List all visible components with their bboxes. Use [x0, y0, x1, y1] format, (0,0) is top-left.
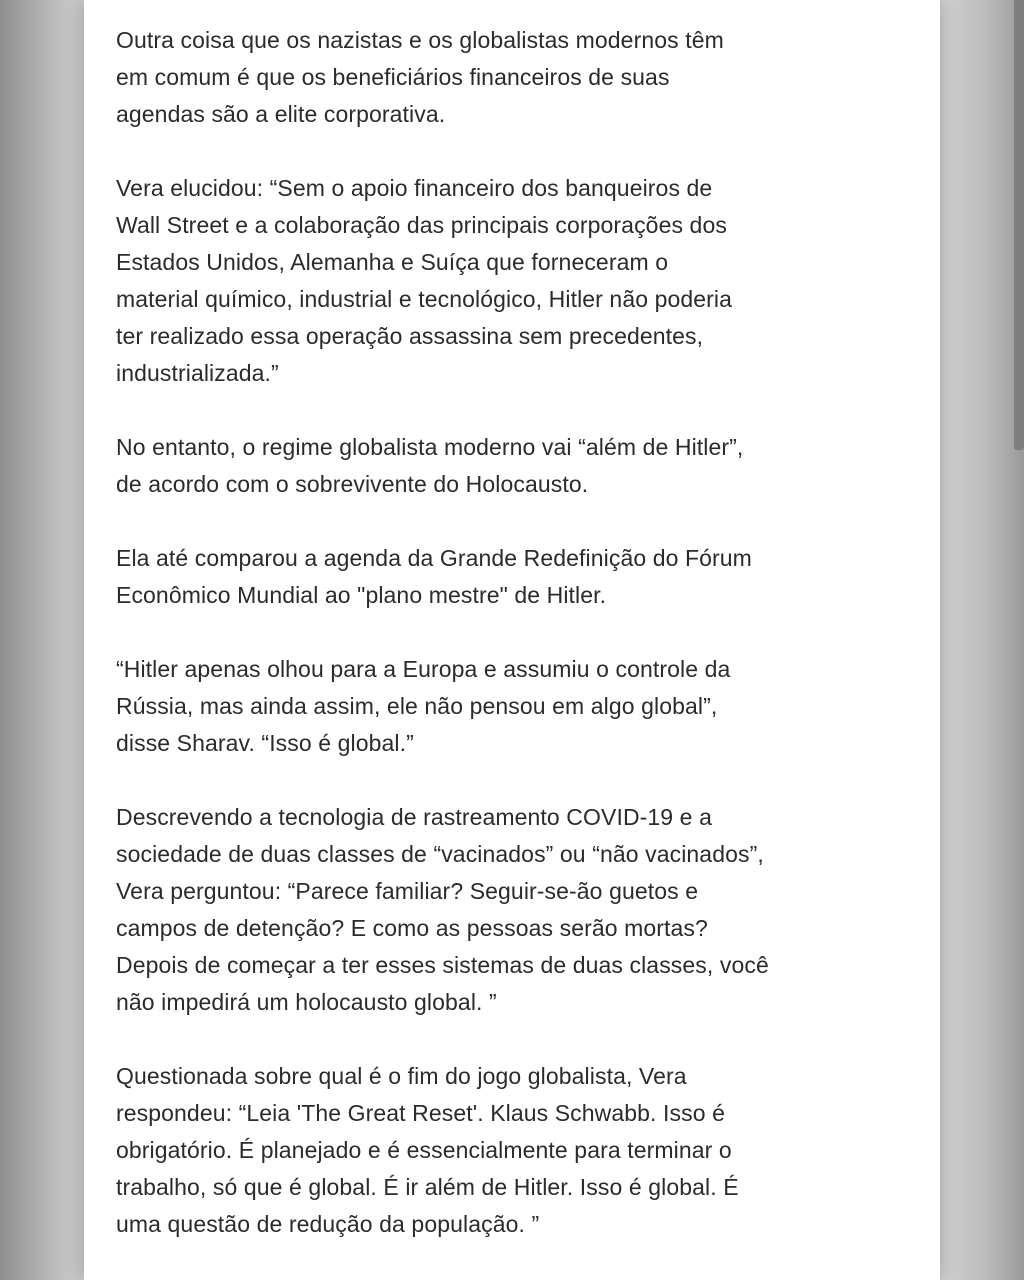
- paragraph-great-reset-comparison: Ela até comparou a agenda da Grande Redefinição do Fórum Econômico Mundial ao "plano mestre" de Hitler.: [116, 545, 752, 608]
- paragraph-vera-quote-wall-street: Vera elucidou: “Sem o apoio financeiro dos banqueiros de Wall Street e a colaboração das principais corporações dos Estados Unidos, Alemanha e Suíça que forneceram o material químico, industrial e tecnológico, Hitler não poderia ter realizado essa operação assassina sem precedentes, industrializada.”: [116, 175, 733, 386]
- article-page: [84, 0, 940, 1280]
- paragraph-covid-tracking: Descrevendo a tecnologia de rastreamento COVID-19 e a sociedade de duas classes de “vacinados” ou “não vacinados”, Vera perguntou: “Parece familiar? Seguir-se-ão guetos e campos de detenção? E como as pessoas serão mortas? Depois de começar a ter esses sistemas de duas classes, você não impedirá um holocausto global. ”: [116, 804, 769, 1015]
- paragraph-endgame: Questionada sobre qual é o fim do jogo globalista, Vera respondeu: “Leia 'The Great Reset'. Klaus Schwabb. Isso é obrigatório. É planejado e é essencialmente para terminar o trabalho, só que é global. É ir além de Hitler. Isso é global. É uma questão de redução da população. ”: [116, 1063, 739, 1237]
- paragraph-sharav-quote-global: “Hitler apenas olhou para a Europa e assumiu o controle da Rússia, mas ainda assim, ele não pensou em algo global”, disse Sharav. “Isso é global.”: [116, 656, 731, 756]
- article-body: [116, 22, 816, 1280]
- paragraph-corporate-elite: Outra coisa que os nazistas e os globalistas modernos têm em comum é que os beneficiários financeiros de suas agendas são a elite corporativa.: [116, 27, 724, 127]
- scrollbar-thumb[interactable]: [1014, 0, 1024, 450]
- paragraph-beyond-hitler: No entanto, o regime globalista moderno vai “além de Hitler”, de acordo com o sobrevivente do Holocausto.: [116, 434, 744, 497]
